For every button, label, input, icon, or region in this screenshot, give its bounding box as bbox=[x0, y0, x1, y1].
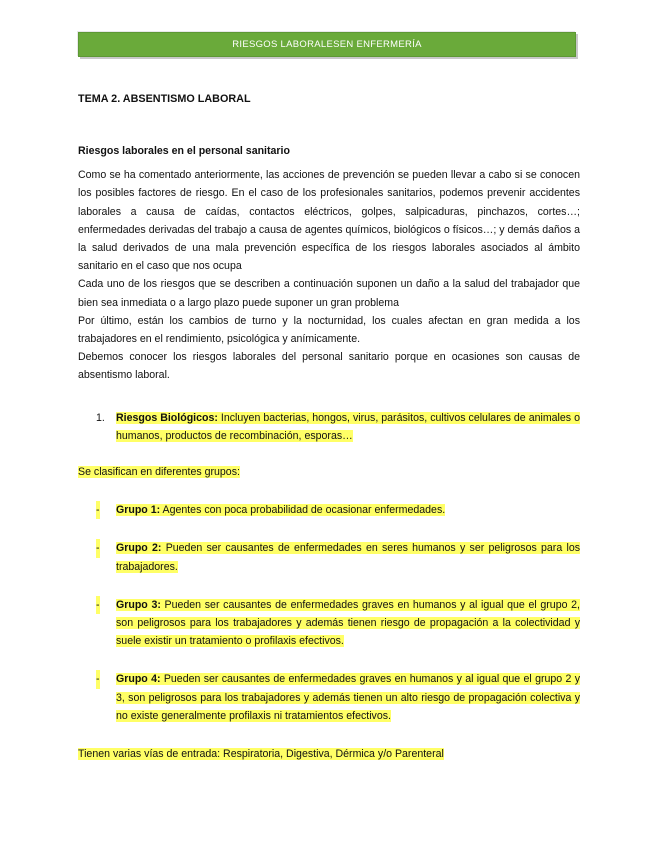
group-list-item bbox=[78, 539, 580, 575]
page-header-title: RIESGOS LABORALESEN ENFERMERÍA bbox=[232, 39, 422, 50]
page-header-band bbox=[78, 32, 576, 57]
group-label: Grupo 2: bbox=[116, 542, 162, 555]
group-label: Grupo 4: bbox=[116, 673, 161, 686]
body-paragraph: Por último, están los cambios de turno y la nocturnidad, los cuales afectan en gran medida a los trabajadores en el rendimiento, psicológica y anímicamente. bbox=[78, 314, 580, 346]
numbered-list-item bbox=[78, 409, 580, 445]
highlighted-text bbox=[116, 673, 580, 721]
group-list-item bbox=[78, 596, 580, 651]
group-list-item bbox=[78, 501, 580, 519]
group-list-item bbox=[78, 670, 580, 725]
highlighted-text bbox=[116, 412, 580, 442]
group-text: Pueden ser causantes de enfermedades en seres humanos y ser peligrosos para los trabajadores. bbox=[116, 542, 581, 573]
list-dash: - bbox=[96, 596, 100, 614]
group-text: Agentes con poca probabilidad de ocasionar enfermedades. bbox=[160, 504, 446, 517]
highlighted-text bbox=[116, 542, 580, 572]
body-paragraph: Debemos conocer los riesgos laborales del personal sanitario porque en ocasiones son causas de absentismo laboral. bbox=[78, 351, 580, 382]
group-label: Grupo 1: bbox=[116, 504, 161, 517]
list-number: 1. bbox=[96, 411, 105, 424]
group-label: Grupo 3: bbox=[116, 598, 161, 611]
highlighted-text bbox=[116, 504, 445, 516]
highlighted-text: Tienen varias vías de entrada: Respiratoria, Digestiva, Dérmica y/o Parenteral bbox=[78, 748, 444, 761]
document-heading: TEMA 2. ABSENTISMO LABORAL bbox=[78, 93, 251, 105]
highlighted-text bbox=[116, 599, 580, 647]
list-dash: - bbox=[96, 539, 100, 557]
document-body bbox=[78, 90, 580, 763]
body-paragraph: Como se ha comentado anteriormente, las acciones de prevención se pueden llevar a cabo si se conocen los posibles factores de riesgo. En el caso de los profesionales sanitarios, podemos prevenir accidentes laborales a causa de caídas, contactos eléctricos, golpes, salpicaduras, pinchazos, cortes…; enfermedades derivadas del trabajo a causa de agentes químicos, biológicos o físicos…; y demás daños a la salud derivados de una mala prevención específica de los riesgos laborales asociados al ámbito sanitario en el caso que nos ocupa bbox=[78, 169, 580, 273]
groups-intro bbox=[78, 463, 580, 481]
group-text: Pueden ser causantes de enfermedades graves en humanos y al igual que el grupo 2, son peligrosos para los trabajadores y además tienen riesgo de propagación a la colectividad y suele existir un tratamiento o profilaxis efectivos. bbox=[116, 598, 580, 648]
group-text: Pueden ser causantes de enfermedades graves en humanos y al igual que el grupo 2 y 3, son peligrosos para los trabajadores y además tienen un alto riesgo de propagación colectiva y no existe generalmente profilaxis ni tratamientos efectivos. bbox=[116, 673, 581, 722]
body-paragraph: Cada uno de los riesgos que se describen a continuación suponen un daño a la salud del trabajador que bien sea inmediata o a largo plazo puede suponer un gran problema bbox=[78, 278, 580, 309]
highlighted-text: Se clasifican en diferentes grupos: bbox=[78, 466, 240, 479]
list-dash: - bbox=[96, 501, 100, 519]
entry-routes bbox=[78, 745, 580, 763]
item-text: Incluyen bacterias, hongos, virus, parásitos, cultivos celulares de animales o humanos, productos de recombinación, esporas… bbox=[116, 411, 580, 442]
list-dash: - bbox=[96, 670, 100, 688]
item-label: Riesgos Biológicos: bbox=[116, 411, 218, 424]
section-subheading: Riesgos laborales en el personal sanitario bbox=[78, 145, 290, 157]
